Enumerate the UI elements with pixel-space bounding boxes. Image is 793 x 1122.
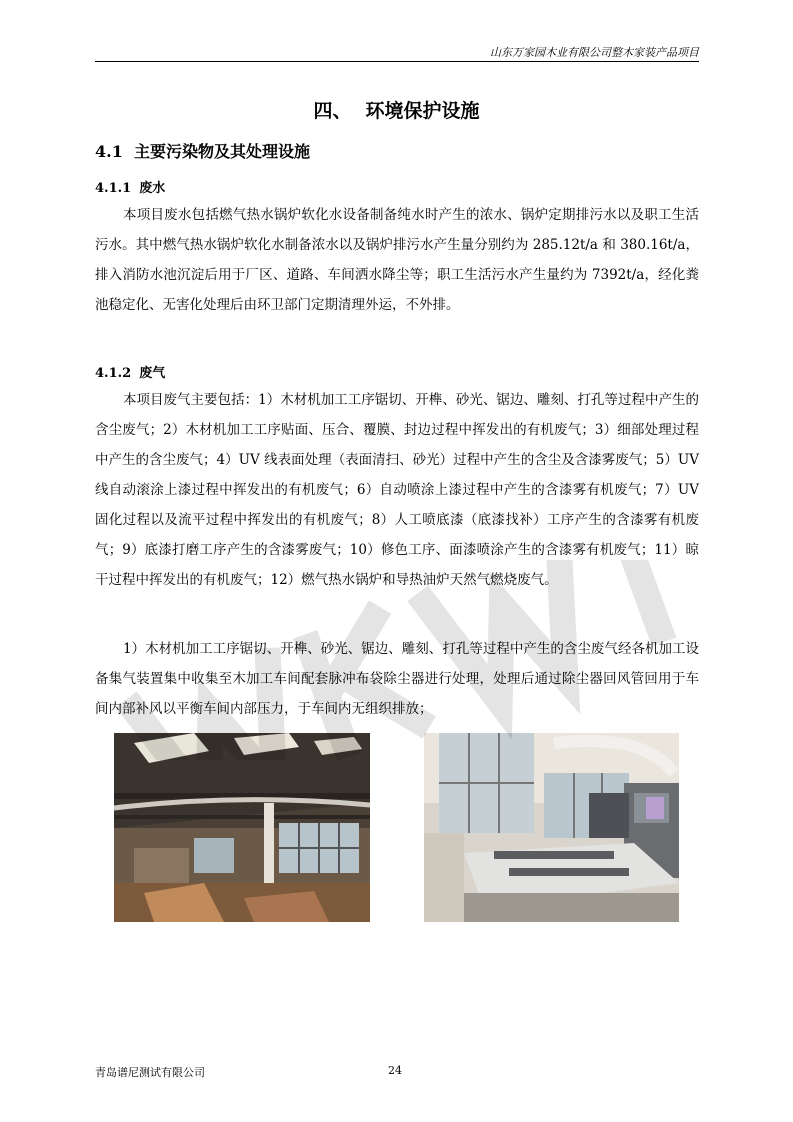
- paragraph-wastewater: 本项目废水包括燃气热水锅炉软化水设备制备纯水时产生的浓水、锅炉定期排污水以及职工生活污水。其中燃气热水锅炉软化水制备浓水以及锅炉排污水产生量分别约为 285.12t/a 和 380.16t/a，排入消防水池沉淀后用于厂区、道路、车间洒水降尘等；职工生活污水产生量约为 7392t/a，经化粪池稳定化、无害化处理后由环卫部门定期清理外运，不外排。: [95, 207, 699, 313]
- paragraph-exhaust-list: 本项目废气主要包括：1）木材机加工工序锯切、开榫、砂光、锯边、雕刻、打孔等过程中产生的含尘废气；2）木材机加工工序贴面、压合、覆膜、封边过程中挥发出的有机废气；3）细部处理过程中产生的含尘废气；4）UV 线表面处理（表面清扫、砂光）过程中产生的含尘及含漆雾废气；5）UV 线自动滚涂上漆过程中挥发出的有机废气；6）自动喷涂上漆过程中产生的含漆雾有机废气；7）UV 固化过程以及流平过程中挥发出的有机废气；8）人工喷底漆（底漆找补）工序产生的含漆雾有机废气；9）底漆打磨工序产生的含漆雾废气；10）修色工序、面漆喷涂产生的含漆雾有机废气；11）晾干过程中挥发出的有机废气；12）燃气热水锅炉和导热油炉天然气燃烧废气。: [95, 392, 699, 588]
- section-heading: [95, 139, 310, 162]
- section-title: 主要污染物及其处理设施: [133, 142, 310, 161]
- subsection-number: 4.1.1: [95, 181, 132, 196]
- paragraph-exhaust-detail: 1）木材机加工工序锯切、开榫、砂光、锯边、雕刻、打孔等过程中产生的含尘废气经各机加工设备集气装置集中收集至木加工车间配套脉冲布袋除尘器进行处理，处理后通过除尘器回风管回用于车间内部补风以平衡车间内部压力，于车间内无组织排放；: [95, 641, 699, 717]
- footer-company: 青岛谱尼测试有限公司: [95, 1066, 205, 1079]
- section-number: 4.1: [95, 142, 123, 161]
- chapter-number: 四、: [313, 100, 352, 122]
- subsection-heading-wastewater: [95, 177, 165, 196]
- machine-photo-right: [424, 733, 679, 922]
- subsection-number: 4.1.2: [95, 366, 132, 381]
- workshop-photo-left: [114, 733, 370, 922]
- subsection-title: 废水: [139, 181, 166, 196]
- chapter-heading: [0, 96, 793, 123]
- header-rule: [95, 61, 699, 62]
- page-header: 山东万家园木业有限公司整木家装产品项目: [490, 46, 699, 59]
- subsection-heading-exhaust: [95, 362, 165, 381]
- page-number: 24: [388, 1064, 402, 1077]
- subsection-title: 废气: [139, 366, 166, 381]
- chapter-title: 环境保护设施: [365, 100, 480, 122]
